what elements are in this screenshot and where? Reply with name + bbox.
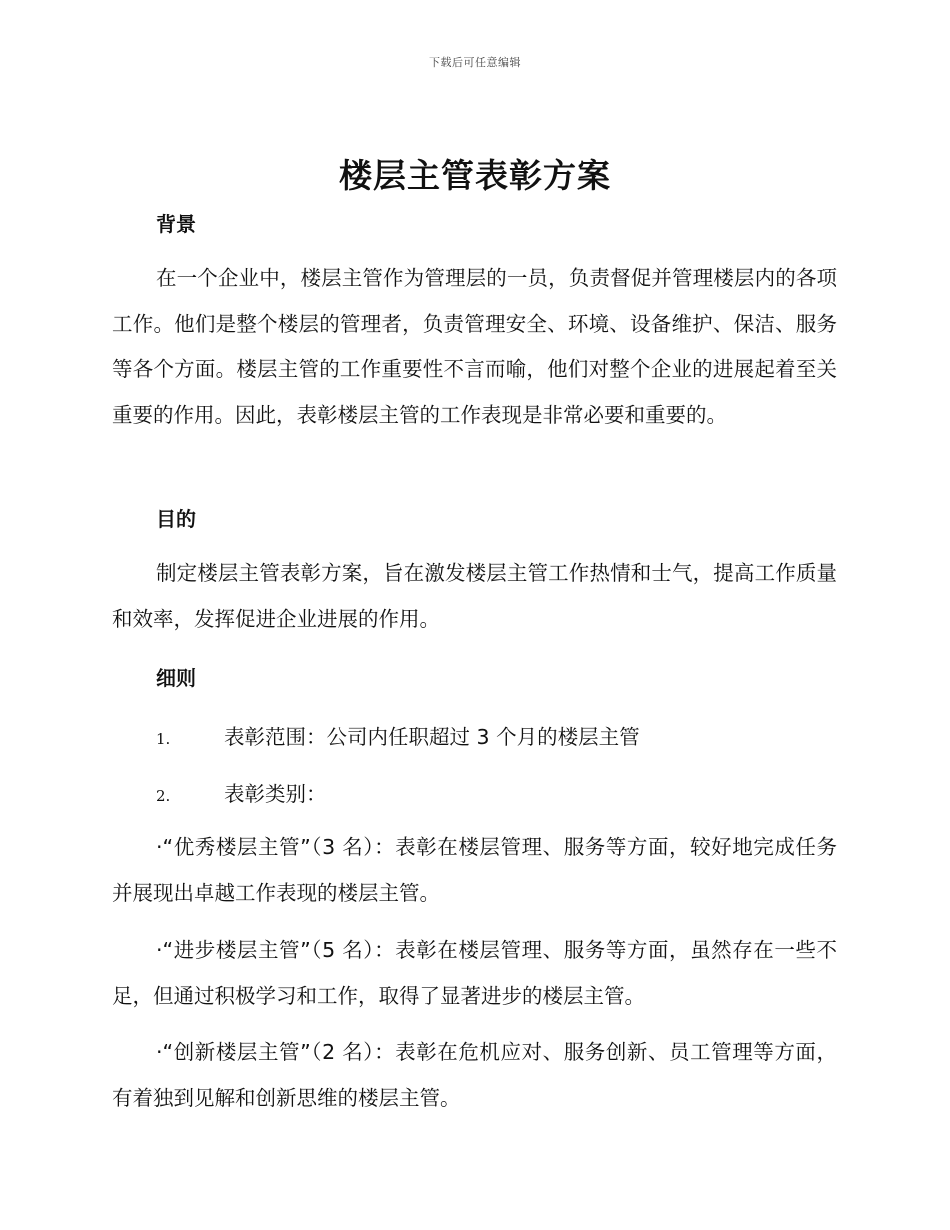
section-heading-purpose: 目的 xyxy=(156,507,196,531)
rule-item-number: 1. xyxy=(156,730,171,748)
rule-item-text: 表彰类别： xyxy=(224,782,327,806)
background-paragraph: 在一个企业中，楼层主管作为管理层的一员，负责督促并管理楼层内的各项工作。他们是整个楼层的管理者，负责管理安全、环境、设备维护、保洁、服务等各个方面。楼层主管的工作重要性不言而喻，他们对整个企业的进展起着至关重要的作用。因此，表彰楼层主管的工作表现是非常必要和重要的。 xyxy=(112,266,837,427)
category-progress: ·“进步楼层主管”（5 名）：表彰在楼层管理、服务等方面，虽然存在一些不足，但通过积极学习和工作，取得了显著进步的楼层主管。 xyxy=(112,938,837,1008)
header-note: 下载后可任意编辑 xyxy=(429,56,521,69)
section-heading-rules: 细则 xyxy=(156,666,196,690)
rule-item xyxy=(156,777,327,807)
category-excellent: ·“优秀楼层主管”（3 名）：表彰在楼层管理、服务等方面，较好地完成任务并展现出卓越工作表现的楼层主管。 xyxy=(112,835,837,905)
document-title: 楼层主管表彰方案 xyxy=(339,156,611,195)
rule-item xyxy=(156,720,640,750)
category-innovation: ·“创新楼层主管”（2 名）：表彰在危机应对、服务创新、员工管理等方面，有着独到见解和创新思维的楼层主管。 xyxy=(112,1040,837,1110)
rule-item-text: 表彰范围：公司内任职超过 3 个月的楼层主管 xyxy=(224,725,640,749)
rule-item-number: 2. xyxy=(156,787,171,805)
purpose-paragraph: 制定楼层主管表彰方案，旨在激发楼层主管工作热情和士气，提高工作质量和效率，发挥促进企业进展的作用。 xyxy=(112,561,837,631)
section-heading-background: 背景 xyxy=(156,212,196,236)
